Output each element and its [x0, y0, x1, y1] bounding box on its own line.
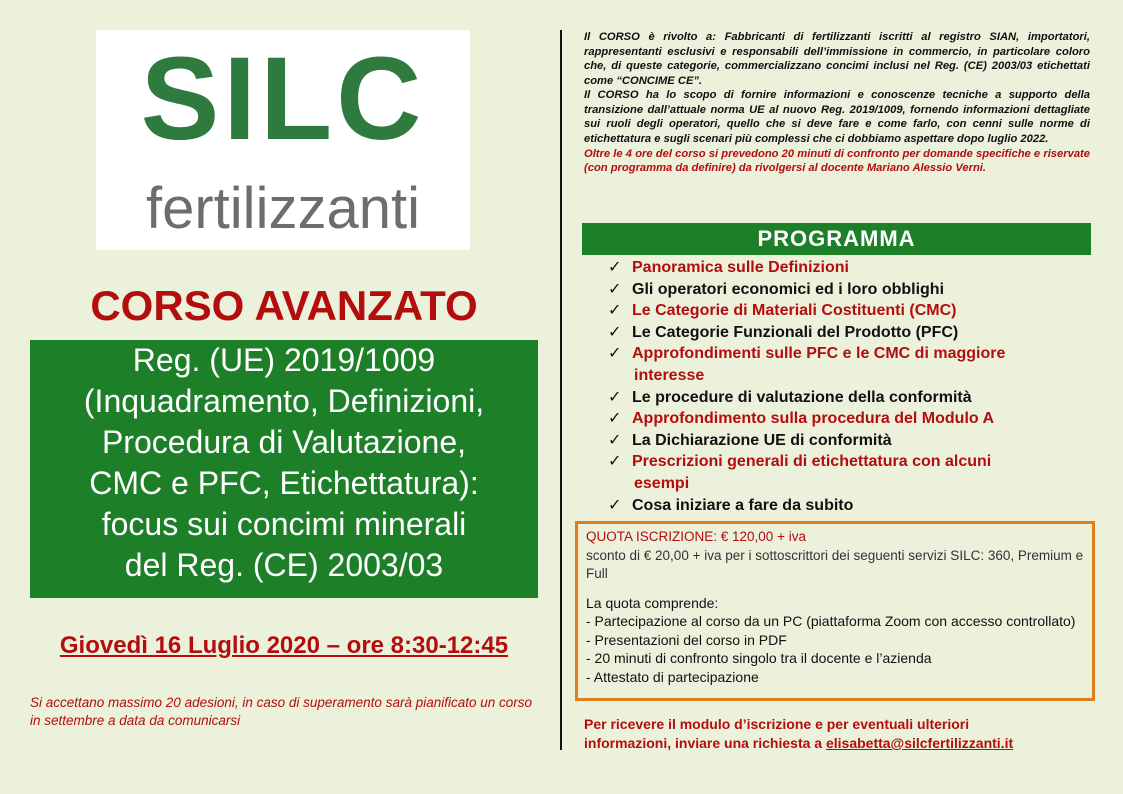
logo-subword: fertilizzanti	[146, 176, 420, 241]
quota-include-item: - 20 minuti di confronto singolo tra il docente e l’azienda	[586, 650, 932, 666]
programma-item	[608, 430, 1078, 452]
check-icon: ✓	[608, 302, 622, 320]
check-icon: ✓	[608, 259, 622, 276]
programma-item	[608, 279, 1078, 301]
programma-item-text: Prescrizioni generali di etichettatura con alcuni	[632, 453, 992, 471]
quota-box	[575, 521, 1095, 701]
column-divider	[560, 30, 562, 750]
logo-word: SILC	[140, 33, 426, 165]
programma-item	[608, 343, 1078, 386]
check-icon: ✓	[608, 345, 622, 363]
check-icon: ✓	[608, 453, 622, 471]
contact-line	[584, 734, 1094, 753]
intro-paragraph: Il CORSO ha lo scopo di fornire informazioni e conoscenze tecniche a supporto della transizione dall’attuale norma UE al nuovo Reg. 2019/1009, fornendo informazioni dettagliate sui ruoli degli operatori, quello che si deve fare e come farlo, con cenni sulle norme di etichettatura e sugli scenari più complessi che ci dobbiamo aspettare dopo luglio 2022.	[584, 89, 1090, 145]
programma-item	[608, 451, 1078, 494]
programma-header: PROGRAMMA	[582, 223, 1091, 255]
intro-paragraph: Il CORSO è rivolto a: Fabbricanti di fertilizzanti iscritti al registro SIAN, importatori, rappresentanti esclusivi e responsabili dell’immissione in commercio, in particolare coloro che, di queste categorie, commercializzano concimi inclusi nel Reg. (CE) 2003/03 etichettati come “CONCIME CE”.	[584, 31, 1090, 87]
quota-title: QUOTA ISCRIZIONE: € 120,00 + iva	[586, 529, 806, 544]
intro-paragraph-extra: Oltre le 4 ore del corso si prevedono 20 minuti di confronto per domande specifiche e riservate (con programma da definire) da rivolgersi al docente Mariano Alessio Verni.	[584, 147, 1090, 175]
programma-list	[608, 257, 1078, 516]
email-link[interactable]: elisabetta@silcfertilizzanti.it	[825, 734, 1014, 751]
programma-item-text: Cosa iniziare a fare da subito	[632, 496, 854, 514]
programma-item	[608, 387, 1078, 409]
course-title: CORSO AVANZATO	[90, 282, 478, 329]
reg-title-line: focus sui concimi minerali	[101, 506, 467, 542]
contact-info	[584, 715, 1094, 753]
programma-item-text: Le Categorie di Materiali Costituenti (CMC)	[632, 302, 957, 320]
check-icon: ✓	[608, 496, 622, 514]
check-icon: ✓	[608, 431, 622, 449]
programma-item-text: Le procedure di valutazione della conformità	[632, 388, 972, 406]
programma-item	[608, 300, 1078, 322]
quota-include-item: - Presentazioni del corso in PDF	[586, 631, 787, 648]
programma-item-text: La Dichiarazione UE di conformità	[632, 431, 892, 449]
programma-item-text: Panoramica sulle Definizioni	[632, 259, 849, 276]
reg-title-line: Reg. (UE) 2019/1009	[132, 342, 436, 378]
contact-line: Per ricevere il modulo d’iscrizione e per eventuali ulteriori	[584, 716, 970, 732]
course-date-text: Giovedì 16 Luglio 2020 – ore 8:30-12:45	[59, 632, 509, 659]
course-date	[30, 632, 538, 661]
contact-text: informazioni, inviare una richiesta a	[584, 734, 826, 751]
programma-item-text: Approfondimenti sulle PFC e le CMC di maggiore	[632, 345, 1006, 363]
programma-item-continuation: interesse	[634, 366, 705, 384]
programma-item-continuation: esempi	[634, 474, 690, 492]
reg-title-line: CMC e PFC, Etichettatura):	[89, 465, 479, 501]
programma-item	[608, 495, 1078, 517]
quota-include-item: - Attestato di partecipazione	[586, 668, 759, 685]
check-icon: ✓	[608, 388, 622, 406]
check-icon: ✓	[608, 410, 622, 428]
programma-item	[608, 322, 1078, 344]
check-icon: ✓	[608, 323, 622, 341]
course-intro	[584, 30, 1090, 176]
programma-item-text: Le Categorie Funzionali del Prodotto (PFC)	[632, 323, 959, 341]
programma-item	[608, 257, 1078, 279]
reg-title-line: Procedura di Valutazione,	[101, 424, 467, 460]
quota-includes-title: La quota comprende:	[586, 594, 719, 611]
reg-title-line: del Reg. (CE) 2003/03	[124, 547, 444, 583]
silc-logo	[96, 30, 470, 250]
check-icon: ✓	[608, 280, 622, 298]
programma-item-text: Gli operatori economici ed i loro obblighi	[632, 280, 945, 298]
participation-note: Si accettano massimo 20 adesioni, in caso di superamento sarà pianificato un corso in settembre a data da comunicarsi	[30, 695, 533, 729]
quota-discount: sconto di € 20,00 + iva per i sottoscrittori dei seguenti servizi SILC: 360, Premium e Full	[586, 547, 1084, 581]
programma-item	[608, 408, 1078, 430]
programma-item-text: Approfondimento sulla procedura del Modulo A	[632, 410, 995, 428]
regulation-title-box	[30, 340, 538, 598]
quota-include-item: - Partecipazione al corso da un PC (piattaforma Zoom con accesso controllato)	[586, 613, 1076, 629]
reg-title-line: (Inquadramento, Definizioni,	[83, 383, 485, 419]
